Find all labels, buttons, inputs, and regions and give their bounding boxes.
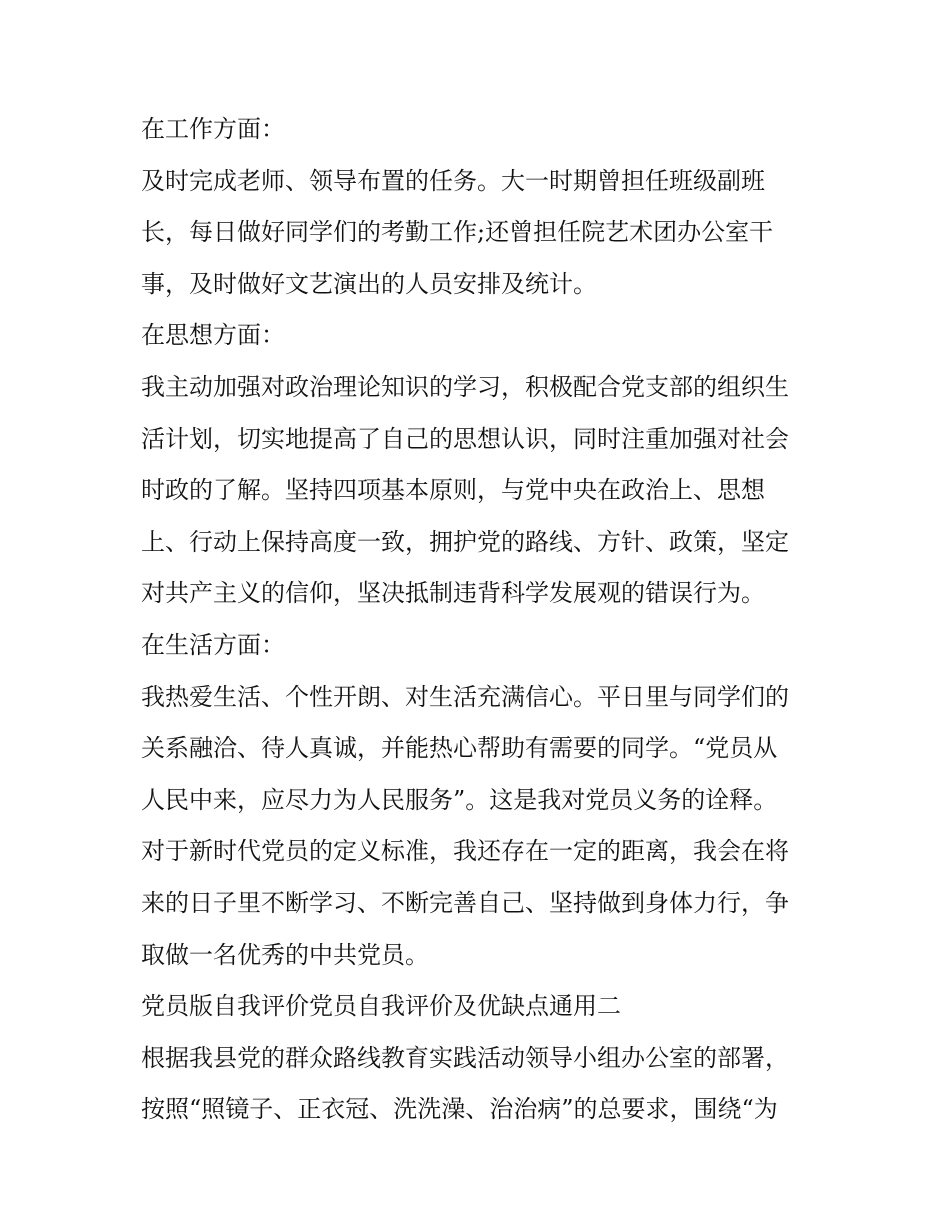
paragraph-line: 长，每日做好同学们的考勤工作;还曾担任院艺术团办公室干	[141, 218, 774, 247]
paragraph-line: 及时完成老师、领导布置的任务。大一时期曾担任班级副班	[141, 166, 765, 195]
paragraph-line: 来的日子里不断学习、不断完善自己、坚持做到身体力行，争	[141, 888, 789, 917]
paragraph-line: 关系融洽、待人真诚，并能热心帮助有需要的同学。“党员从	[141, 734, 778, 763]
paragraph-line: 对共产主义的信仰，坚决抵制违背科学发展观的错误行为。	[141, 579, 765, 608]
paragraph-line: 人民中来，应尽力为人民服务”。这是我对党员义务的诠释。	[141, 785, 778, 814]
paragraph-line: 活计划，切实地提高了自己的思想认识，同时注重加强对社会	[141, 424, 789, 453]
paragraph-line: 我热爱生活、个性开朗、对生活充满信心。平日里与同学们的	[141, 682, 789, 711]
article-title: 党员版自我评价党员自我评价及优缺点通用二	[141, 992, 621, 1021]
document-body	[141, 104, 821, 1136]
paragraph-line: 对于新时代党员的定义标准，我还存在一定的距离，我会在将	[141, 837, 789, 866]
paragraph-line: 取做一名优秀的中共党员。	[141, 940, 429, 969]
paragraph-line: 我主动加强对政治理论知识的学习，积极配合党支部的组织生	[141, 372, 789, 401]
paragraph-line: 时政的了解。坚持四项基本原则，与党中央在政治上、思想	[141, 476, 765, 505]
paragraph-line: 根据我县党的群众路线教育实践活动领导小组办公室的部署，	[141, 1043, 789, 1072]
paragraph-line: 按照“照镜子、正衣冠、洗洗澡、治治病”的总要求，围绕“为	[141, 1095, 778, 1124]
paragraph-line: 事，及时做好文艺演出的人员安排及统计。	[141, 269, 597, 298]
section-heading-life: 在生活方面：	[141, 630, 285, 659]
section-heading-thought: 在思想方面：	[141, 321, 285, 350]
paragraph-line: 上、行动上保持高度一致，拥护党的路线、方针、政策，坚定	[141, 527, 789, 556]
section-heading-work: 在工作方面：	[141, 115, 285, 143]
